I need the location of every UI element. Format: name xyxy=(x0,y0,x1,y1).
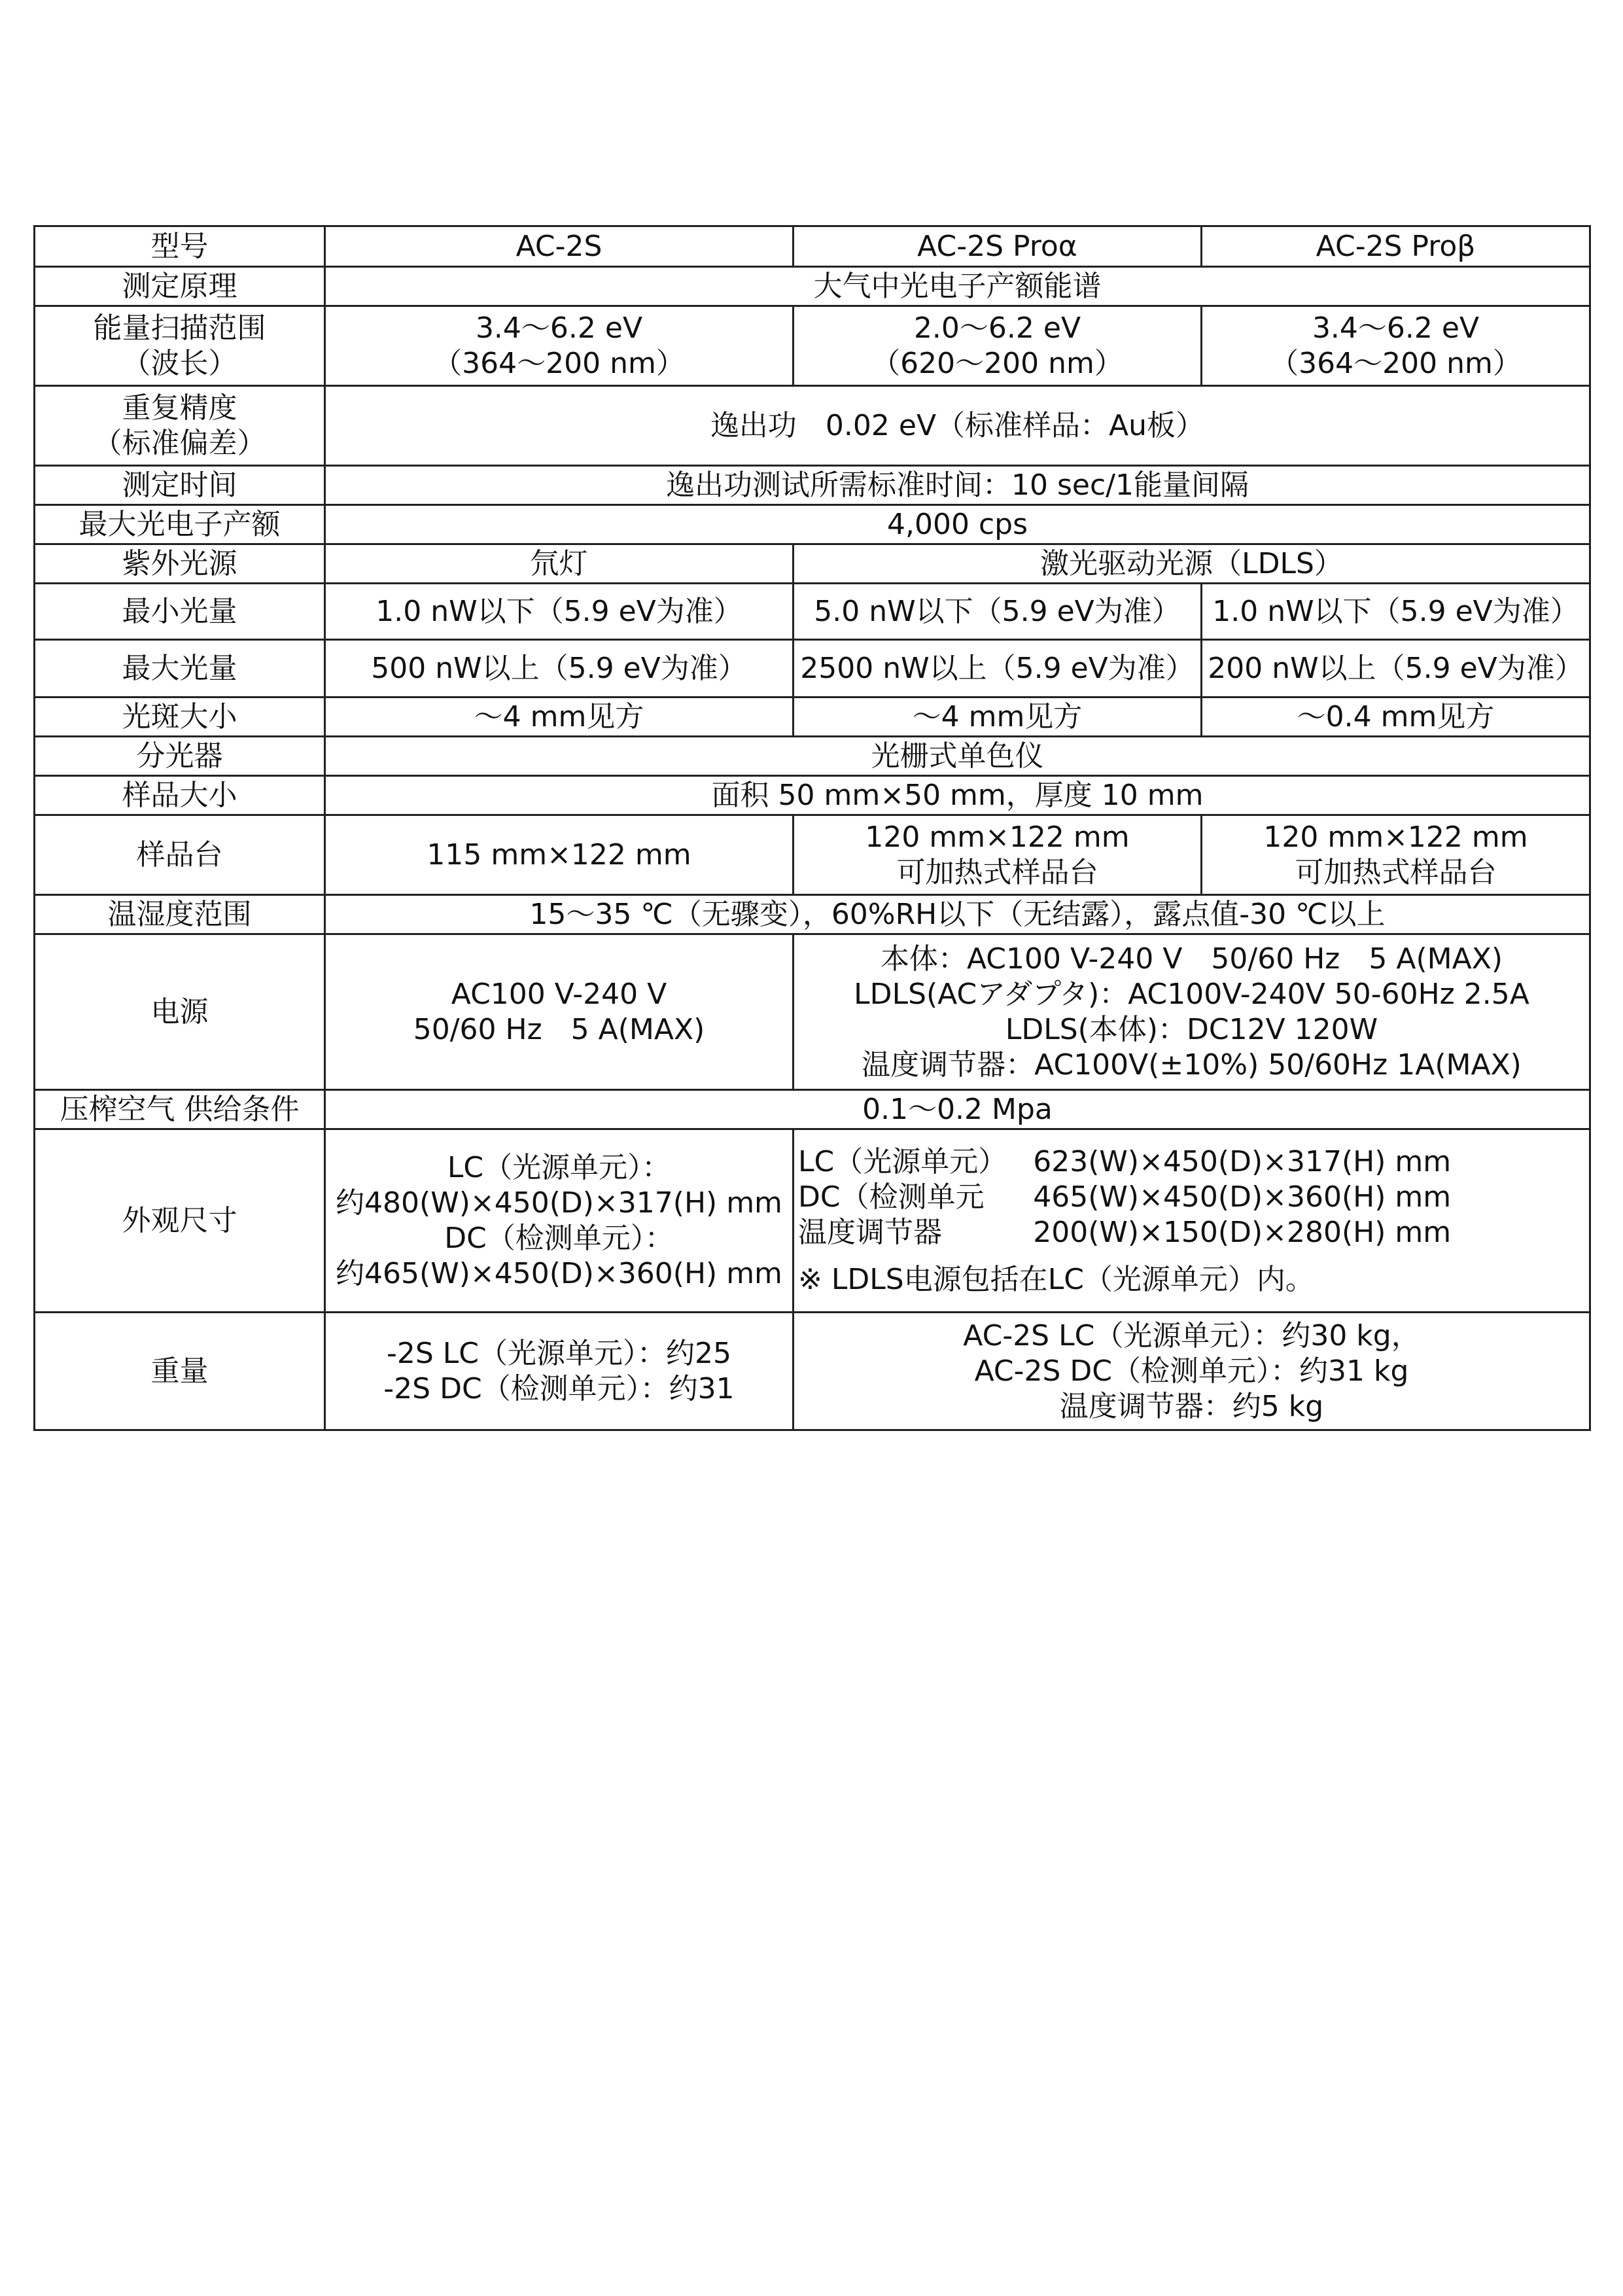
value-principle: 大气中光电子产额能谱 xyxy=(325,267,1590,306)
value-minlight-alpha: 5.0 nW以下（5.9 eV为准） xyxy=(794,584,1202,640)
value-maxlight-beta: 200 nW以上（5.9 eV为准） xyxy=(1202,640,1590,698)
value-air: 0.1～0.2 Mpa xyxy=(325,1090,1590,1129)
value-minlight-beta: 1.0 nW以下（5.9 eV为准） xyxy=(1202,584,1590,640)
value-stage-ac2s: 115 mm×122 mm xyxy=(325,815,794,895)
label-samplesize: 样品大小 xyxy=(35,776,325,815)
value-spectro: 光栅式单色仪 xyxy=(325,737,1590,776)
header-row xyxy=(35,226,1590,267)
spec-table xyxy=(33,225,1591,1431)
label-env: 温湿度范围 xyxy=(35,895,325,934)
value-dims-pro: LC（光源单元） 623(W)×450(D)×317(H) mm DC（检测单元 465(W)×450(D)×360(H) mm 温度调节器 200(W)×150(D)×280(H) mm ※ LDLS电源包括在LC（光源单元）内。 xyxy=(794,1129,1590,1313)
value-uvsource-pro: 激光驱动光源（LDLS） xyxy=(794,544,1590,584)
value-energy-ac2s: 3.4～6.2 eV （364～200 nm） xyxy=(325,306,794,386)
value-repeat: 逸出功 0.02 eV（标准样品：Au板） xyxy=(325,386,1590,466)
row-weight xyxy=(35,1313,1590,1430)
value-power-pro: 本体：AC100 V-240 V 50/60 Hz 5 A(MAX) LDLS(ACアダプタ)：AC100V-240V 50-60Hz 2.5A LDLS(本体)：DC12V 120W 温度调节器：AC100V(±10%) 50/60Hz 1A(MAX) xyxy=(794,934,1590,1090)
row-repeat xyxy=(35,386,1590,466)
value-maxyield: 4,000 cps xyxy=(325,505,1590,544)
value-stage-alpha: 120 mm×122 mm 可加热式样品台 xyxy=(794,815,1202,895)
label-principle: 测定原理 xyxy=(35,267,325,306)
row-power xyxy=(35,934,1590,1090)
value-weight-pro: AC-2S LC（光源单元）：约30 kg， AC-2S DC（检测单元）：约31 kg 温度调节器：约5 kg xyxy=(794,1313,1590,1430)
row-samplesize xyxy=(35,776,1590,815)
row-uvsource xyxy=(35,544,1590,584)
row-air xyxy=(35,1090,1590,1129)
value-dims-ac2s: LC（光源单元）： 约480(W)×450(D)×317(H) mm DC（检测单元）： 约465(W)×450(D)×360(H) mm xyxy=(325,1129,794,1313)
value-energy-beta: 3.4～6.2 eV （364～200 nm） xyxy=(1202,306,1590,386)
label-uvsource: 紫外光源 xyxy=(35,544,325,584)
row-dims xyxy=(35,1129,1590,1313)
header-model: 型号 xyxy=(35,226,325,267)
row-spectro xyxy=(35,737,1590,776)
value-spot-ac2s: ～4 mm见方 xyxy=(325,698,794,737)
value-stage-beta: 120 mm×122 mm 可加热式样品台 xyxy=(1202,815,1590,895)
header-ac2s-pro-alpha: AC-2S Proα xyxy=(794,226,1202,267)
label-minlight: 最小光量 xyxy=(35,584,325,640)
value-maxlight-alpha: 2500 nW以上（5.9 eV为准） xyxy=(794,640,1202,698)
row-spot xyxy=(35,698,1590,737)
label-time: 测定时间 xyxy=(35,466,325,505)
value-minlight-ac2s: 1.0 nW以下（5.9 eV为准） xyxy=(325,584,794,640)
row-maxyield xyxy=(35,505,1590,544)
label-spectro: 分光器 xyxy=(35,737,325,776)
label-maxyield: 最大光电子产额 xyxy=(35,505,325,544)
header-ac2s-pro-beta: AC-2S Proβ xyxy=(1202,226,1590,267)
label-maxlight: 最大光量 xyxy=(35,640,325,698)
row-principle xyxy=(35,267,1590,306)
label-weight: 重量 xyxy=(35,1313,325,1430)
value-samplesize: 面积 50 mm×50 mm，厚度 10 mm xyxy=(325,776,1590,815)
row-minlight xyxy=(35,584,1590,640)
value-energy-alpha: 2.0～6.2 eV （620～200 nm） xyxy=(794,306,1202,386)
value-spot-alpha: ～4 mm见方 xyxy=(794,698,1202,737)
label-repeat: 重复精度 （标准偏差） xyxy=(35,386,325,466)
value-weight-ac2s: -2S LC（光源单元）：约25 -2S DC（检测单元）：约31 xyxy=(325,1313,794,1430)
row-env xyxy=(35,895,1590,934)
row-energy xyxy=(35,306,1590,386)
label-power: 电源 xyxy=(35,934,325,1090)
label-stage: 样品台 xyxy=(35,815,325,895)
label-spot: 光斑大小 xyxy=(35,698,325,737)
label-air: 压榨空气 供给条件 xyxy=(35,1090,325,1129)
value-maxlight-ac2s: 500 nW以上（5.9 eV为准） xyxy=(325,640,794,698)
header-ac2s: AC-2S xyxy=(325,226,794,267)
row-time xyxy=(35,466,1590,505)
value-spot-beta: ～0.4 mm见方 xyxy=(1202,698,1590,737)
value-uvsource-ac2s: 氘灯 xyxy=(325,544,794,584)
label-energy: 能量扫描范围 （波长） xyxy=(35,306,325,386)
value-power-ac2s: AC100 V-240 V 50/60 Hz 5 A(MAX) xyxy=(325,934,794,1090)
value-time: 逸出功测试所需标准时间：10 sec/1能量间隔 xyxy=(325,466,1590,505)
dims-note: ※ LDLS电源包括在LC（光源单元）内。 xyxy=(798,1262,1314,1296)
value-env: 15～35 ℃（无骤变），60%RH以下（无结露），露点值-30 ℃以上 xyxy=(325,895,1590,934)
row-maxlight xyxy=(35,640,1590,698)
row-stage xyxy=(35,815,1590,895)
label-dims: 外观尺寸 xyxy=(35,1129,325,1313)
